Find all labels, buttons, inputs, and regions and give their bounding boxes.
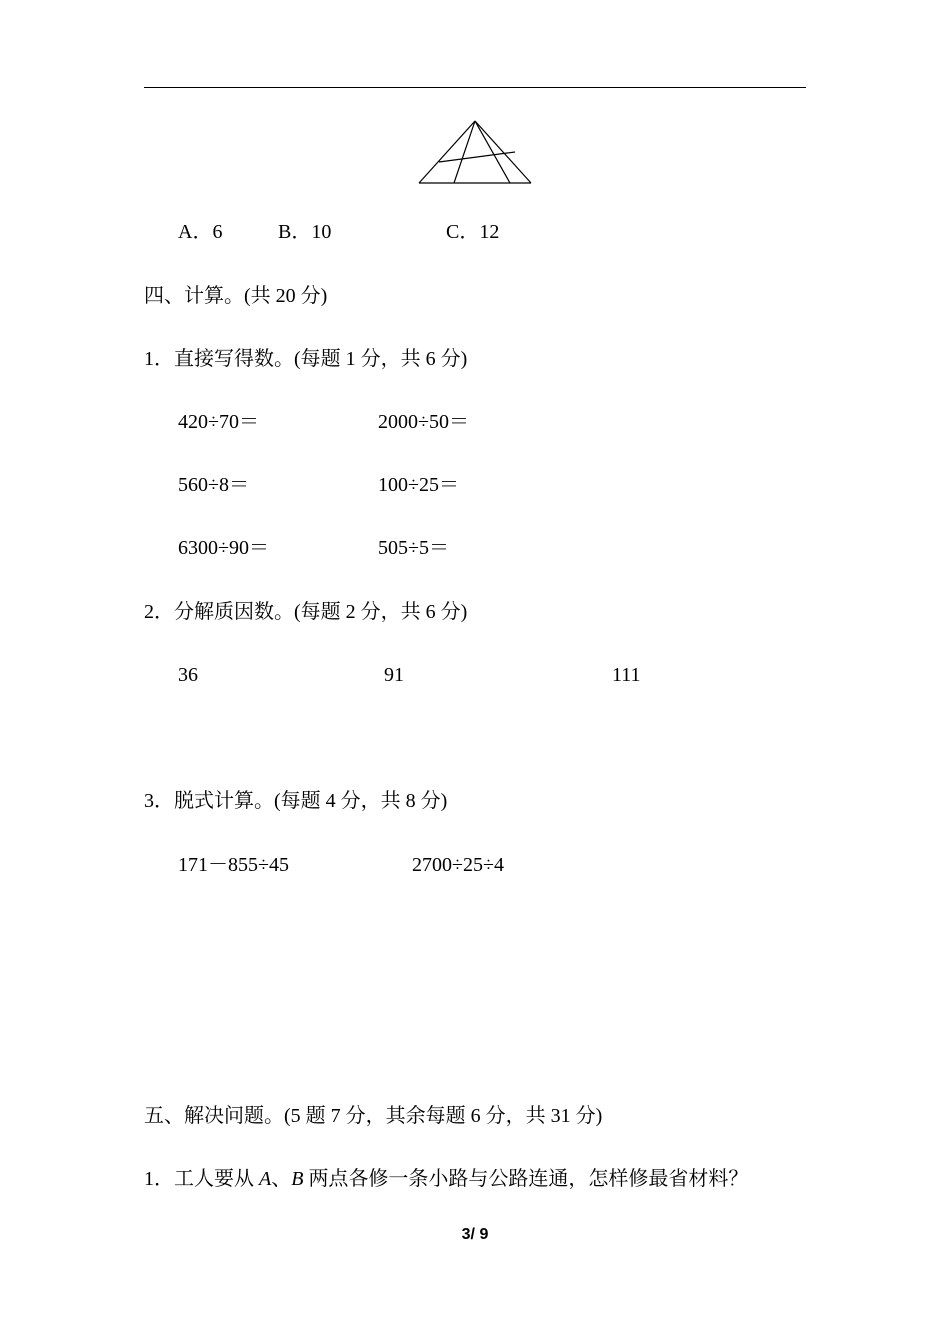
choice-b: B．10 (278, 221, 332, 243)
section5-heading: 五、解决问题。(5 题 7 分，其余每题 6 分，共 31 分) (144, 1105, 603, 1127)
q2-item: 91 (384, 664, 404, 686)
section4-heading: 四、计算。(共 20 分) (144, 285, 328, 307)
s5-q1-suffix: 两点各修一条小路与公路连通，怎样修最省材料？ (303, 1168, 749, 1190)
q1-item: 560÷8＝ (178, 474, 249, 496)
s5-q1-text (144, 1167, 748, 1191)
triangle-figure (415, 118, 535, 188)
q3-item: 2700÷25÷4 (412, 854, 504, 876)
q1-title: 1．直接写得数。(每题 1 分，共 6 分) (144, 348, 468, 370)
choice-c: C．12 (446, 221, 500, 243)
choice-a: A．6 (178, 221, 223, 243)
header-rule (144, 87, 806, 88)
page-number: 3/ 9 (461, 1226, 489, 1243)
triangle-right-side (475, 121, 531, 183)
s5-q1-prefix: 1．工人要从 (144, 1168, 259, 1190)
inner-line-left (454, 121, 475, 183)
q2-item: 111 (612, 664, 641, 686)
q1-item: 6300÷90＝ (178, 537, 269, 559)
q1-item: 505÷5＝ (378, 537, 449, 559)
q2-item: 36 (178, 664, 198, 686)
q2-title: 2．分解质因数。(每题 2 分，共 6 分) (144, 601, 468, 623)
s5-q1-sep: 、 (271, 1168, 292, 1190)
triangle-left-side (419, 121, 475, 183)
q3-item: 171－855÷45 (178, 854, 289, 876)
q1-item: 420÷70＝ (178, 411, 259, 433)
crossing-line (439, 152, 515, 162)
point-b-label: B (291, 1168, 304, 1190)
q3-title: 3．脱式计算。(每题 4 分，共 8 分) (144, 790, 448, 812)
point-a-label: A (259, 1168, 272, 1190)
q1-item: 100÷25＝ (378, 474, 459, 496)
inner-line-right (475, 121, 510, 183)
q1-item: 2000÷50＝ (378, 411, 469, 433)
